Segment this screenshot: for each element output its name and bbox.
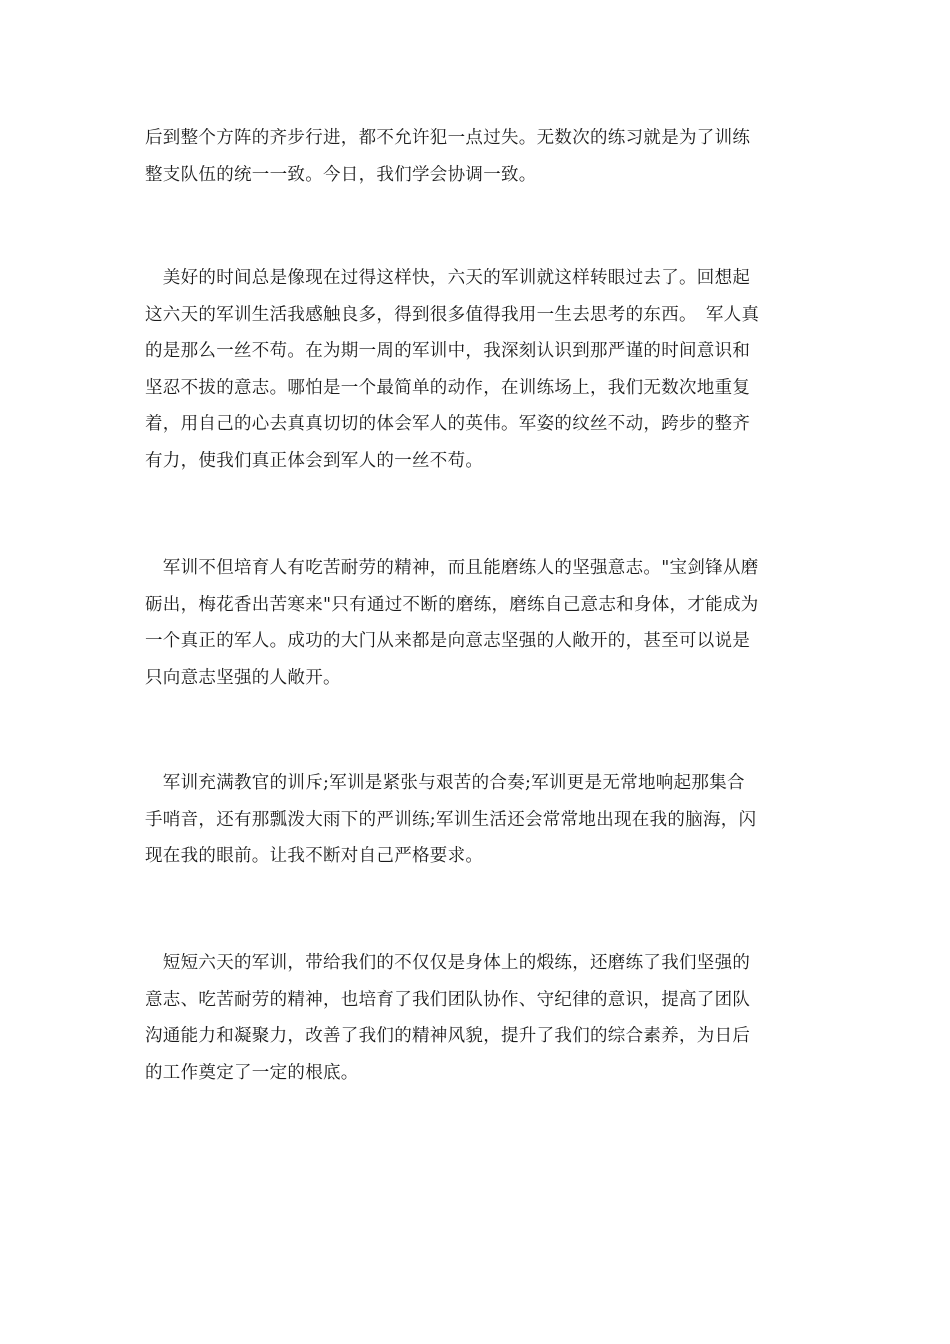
text-line: 军训充满教官的训斥;军训是紧张与艰苦的合奏;军训更是无常地响起那集合: [145, 773, 745, 793]
text-line: 着，用自己的心去真真切切的体会军人的英伟。军姿的纹丝不动，跨步的整齐: [145, 414, 751, 435]
text-line: 的工作奠定了一定的根底。: [145, 1062, 359, 1083]
text-line: 后到整个方阵的齐步行进，都不允许犯一点过失。无数次的练习就是为了训练: [145, 128, 751, 148]
text-line: 短短六天的军训，带给我们的不仅仅是身体上的煅练，还磨练了我们坚强的: [145, 953, 751, 973]
text-line: 军训不但培育人有吃苦耐劳的精神，而且能磨练人的坚强意志。"宝剑锋从磨: [145, 558, 759, 578]
text-line: 手哨音，还有那瓢泼大雨下的严训练;军训生活还会常常地出现在我的脑海，闪: [145, 809, 757, 830]
text-line: 一个真正的军人。成功的大门从来都是向意志坚强的人敞开的，甚至可以说是: [145, 631, 751, 652]
text-line: 整支队伍的统一一致。今日，我们学会协调一致。: [145, 164, 537, 185]
text-line: 只向意志坚强的人敞开。: [145, 667, 341, 688]
text-line: 砺出，梅花香出苦寒来"只有通过不断的磨练，磨练自己意志和身体，才能成为: [145, 594, 759, 615]
text-line: 这六天的军训生活我感触良多，得到很多值得我用一生去思考的东西。 军人真: [145, 304, 760, 325]
paragraph-2: [145, 260, 807, 480]
text-line: 的是那么一丝不苟。在为期一周的军训中，我深刻认识到那严谨的时间意识和: [145, 341, 751, 362]
paragraph-1: [145, 120, 807, 193]
text-line: 坚忍不拔的意志。哪怕是一个最简单的动作，在训练场上，我们无数次地重复: [145, 377, 751, 398]
paragraph-3: [145, 550, 807, 696]
text-line: 沟通能力和凝聚力，改善了我们的精神风貌，提升了我们的综合素养，为日后: [145, 1026, 751, 1047]
text-line: 美好的时间总是像现在过得这样快，六天的军训就这样转眼过去了。回想起: [145, 268, 751, 288]
text-line: 意志、吃苦耐劳的精神，也培育了我们团队协作、守纪律的意识，提高了团队: [145, 989, 751, 1010]
text-line: 现在我的眼前。让我不断对自己严格要求。: [145, 846, 484, 867]
paragraph-4: [145, 765, 807, 875]
text-line: 有力，使我们真正体会到军人的一丝不苟。: [145, 450, 484, 471]
paragraph-5: [145, 945, 807, 1091]
